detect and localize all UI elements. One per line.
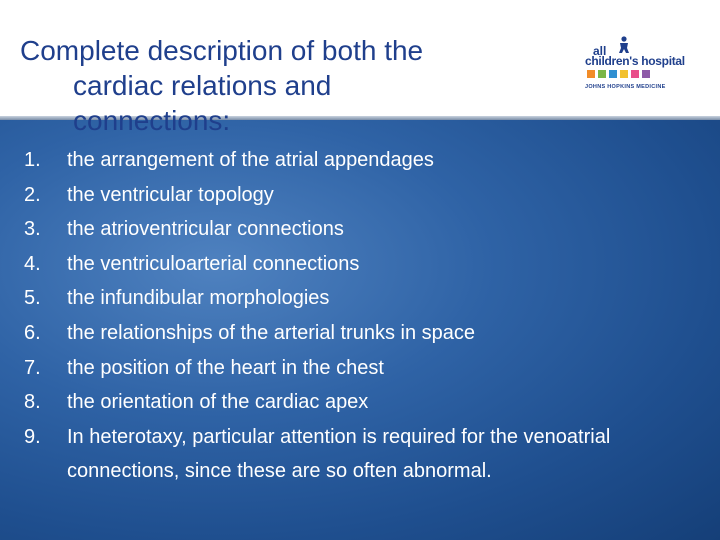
list-item — [24, 316, 707, 351]
logo-square — [598, 70, 606, 78]
title-line-3: connections: — [73, 105, 231, 136]
list-item-number: 9. — [24, 425, 41, 448]
list-item-text: the infundibular morphologies — [67, 287, 330, 310]
list-item-number: 4. — [24, 252, 41, 275]
logo-color-squares — [587, 70, 650, 78]
list-item — [24, 143, 707, 178]
list-item — [24, 247, 707, 282]
list-item-number: 6. — [24, 321, 41, 344]
list-item-number: 5. — [24, 287, 41, 310]
title-line-2: cardiac relations and — [73, 70, 332, 101]
logo-square — [642, 70, 650, 78]
list-item-text: the orientation of the cardiac apex — [67, 391, 369, 414]
slide-title — [20, 33, 540, 138]
title-line-1: Complete description of both the — [20, 35, 424, 66]
list-item-text: the ventricular topology — [67, 183, 274, 206]
logo-tagline: JOHNS HOPKINS MEDICINE — [585, 84, 666, 90]
logo-square — [609, 70, 617, 78]
logo-word-all: all — [593, 44, 607, 58]
list-item-text: the arrangement of the atrial appendages — [67, 149, 434, 171]
list-item-text: the relationships of the arterial trunks in space — [67, 321, 475, 344]
logo-word-hospital: children's hospital — [585, 54, 685, 68]
list-item — [24, 212, 707, 247]
logo-square — [587, 70, 595, 78]
logo-square — [620, 70, 628, 78]
list-item-number: 8. — [24, 391, 41, 414]
list-item — [24, 351, 707, 386]
list-item-number: 1. — [24, 149, 41, 171]
list-item-text: In heterotaxy, particular attention is required for the venoatrial connections, since these are so often abnormal. — [67, 425, 611, 483]
logo-square — [631, 70, 639, 78]
list-item-number: 7. — [24, 356, 41, 379]
hospital-logo — [585, 34, 705, 102]
list-item — [24, 420, 707, 489]
list-item-number: 3. — [24, 218, 41, 241]
list-item-number: 2. — [24, 183, 41, 206]
list-item — [24, 178, 707, 213]
description-list — [24, 143, 707, 489]
list-item-text: the ventriculoarterial connections — [67, 252, 360, 275]
list-item — [24, 385, 707, 420]
list-item-text: the position of the heart in the chest — [67, 356, 384, 379]
child-figure-icon — [617, 36, 631, 54]
list-item — [24, 281, 707, 316]
list-item-text: the atrioventricular connections — [67, 218, 344, 241]
